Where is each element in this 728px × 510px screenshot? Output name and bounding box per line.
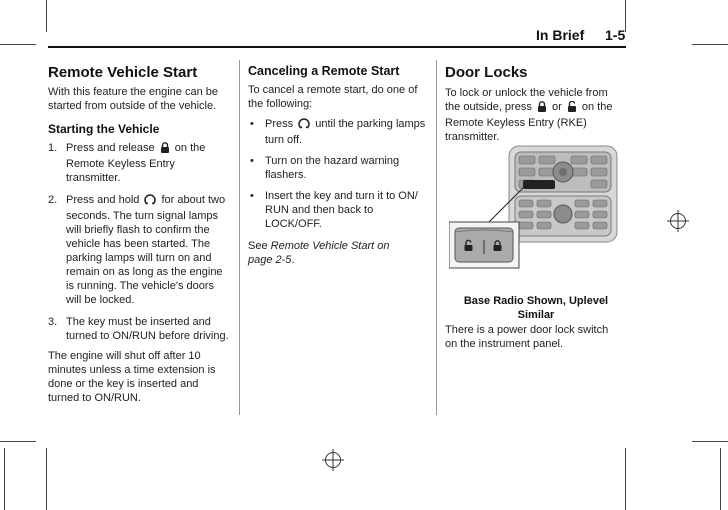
crop-mark-bottom-right [692,441,728,442]
starting-vehicle-heading: Starting the Vehicle [48,122,160,136]
step-text-b: for about two seconds. The turn signal lamps will briefly flash to confirm the vehicle has been started. The parking lamps will turn on and remain on as long as the engine is running. The vehicle's doors will be locked. [66,194,226,306]
lock-icon [160,142,170,157]
door-locks-outro: There is a power door lock switch on the instrument panel. [445,324,609,350]
step-number: 1. [48,142,58,154]
bullet-dot: • [250,155,254,167]
see-reference [248,239,398,267]
column-divider-2 [436,60,437,415]
canceling-heading: Canceling a Remote Start [248,64,400,78]
remote-start-outro: The engine will shut off after 10 minutes unless a time extension is done or the key is inserted and turned to ON/RUN. [48,350,216,404]
bullet-text [265,117,428,147]
bullet-text-a: Press [265,118,297,130]
see-suffix: . [291,254,295,266]
column-divider-1 [239,60,240,415]
crop-mark-top-right [692,44,728,45]
canceling-list [248,117,428,231]
step-item [48,315,230,343]
remote-start-heading: Remote Vehicle Start [48,64,198,81]
crop-mark-top-left [0,44,36,45]
cancel-bullet [248,117,428,147]
door-locks-intro [445,86,617,144]
step-text: The key must be inserted and turned to ON/RUN before driving. [66,316,229,342]
step-text-b: on the Remote Keyless Entry transmitter. [66,142,206,184]
bullet-dot: • [250,118,254,130]
step-number: 3. [48,316,58,328]
crop-mark-bottom-right-v2 [720,448,721,510]
crop-mark-bottom-left-v2 [46,448,47,510]
cancel-bullet [248,189,428,231]
crop-mark-bottom-left [0,441,36,442]
remote-start-intro: With this feature the engine can be started from outside of the vehicle. [48,86,218,112]
crop-mark-bottom-right-v [625,448,626,510]
header-rule [48,46,626,48]
step-text [66,141,230,185]
registration-mark-right [667,210,689,232]
column-remote-start [48,64,230,405]
door-locks-intro-or: or [548,101,565,113]
crop-mark-top-left-v [46,0,47,32]
bullet-text: Insert the key and turn it to ON/ RUN and then back to LOCK/OFF. [265,190,418,230]
door-locks-heading: Door Locks [445,64,528,81]
page-number: 1-5 [605,27,626,43]
bullet-text: Turn on the hazard warning flashers. [265,155,400,181]
remote-start-icon [144,194,156,209]
door-locks-intro-a: To lock or unlock the vehicle from the outside, press [445,87,608,113]
crop-mark-bottom-left-v [4,448,5,510]
step-text-a: Press and release [66,142,158,154]
remote-start-icon [298,118,310,133]
illustration-caption: Base Radio Shown, Uplevel Similar [463,295,609,321]
starting-steps [48,141,230,343]
registration-mark-bottom [322,449,344,471]
step-text [66,193,230,307]
cancel-bullet [248,154,428,182]
step-item [48,141,230,185]
lock-icon [537,101,547,116]
see-prefix: See [248,240,271,252]
column-door-locks [445,64,623,350]
step-text-a: Press and hold [66,194,143,206]
column-canceling [248,64,428,267]
step-number: 2. [48,194,58,206]
section-title: In Brief [536,27,585,43]
see-link[interactable]: Remote Vehicle Start on page 2-5 [248,240,390,266]
bullet-dot: • [250,190,254,202]
instrument-panel-illustration [449,144,619,288]
canceling-intro: To cancel a remote start, do one of the following: [248,84,418,110]
step-item [48,193,230,307]
bullet-text-b: until the parking lamps turn off. [265,118,426,146]
door-locks-intro-b: on the Remote Keyless Entry (RKE) transmitter. [445,101,613,143]
unlock-icon [567,101,577,116]
